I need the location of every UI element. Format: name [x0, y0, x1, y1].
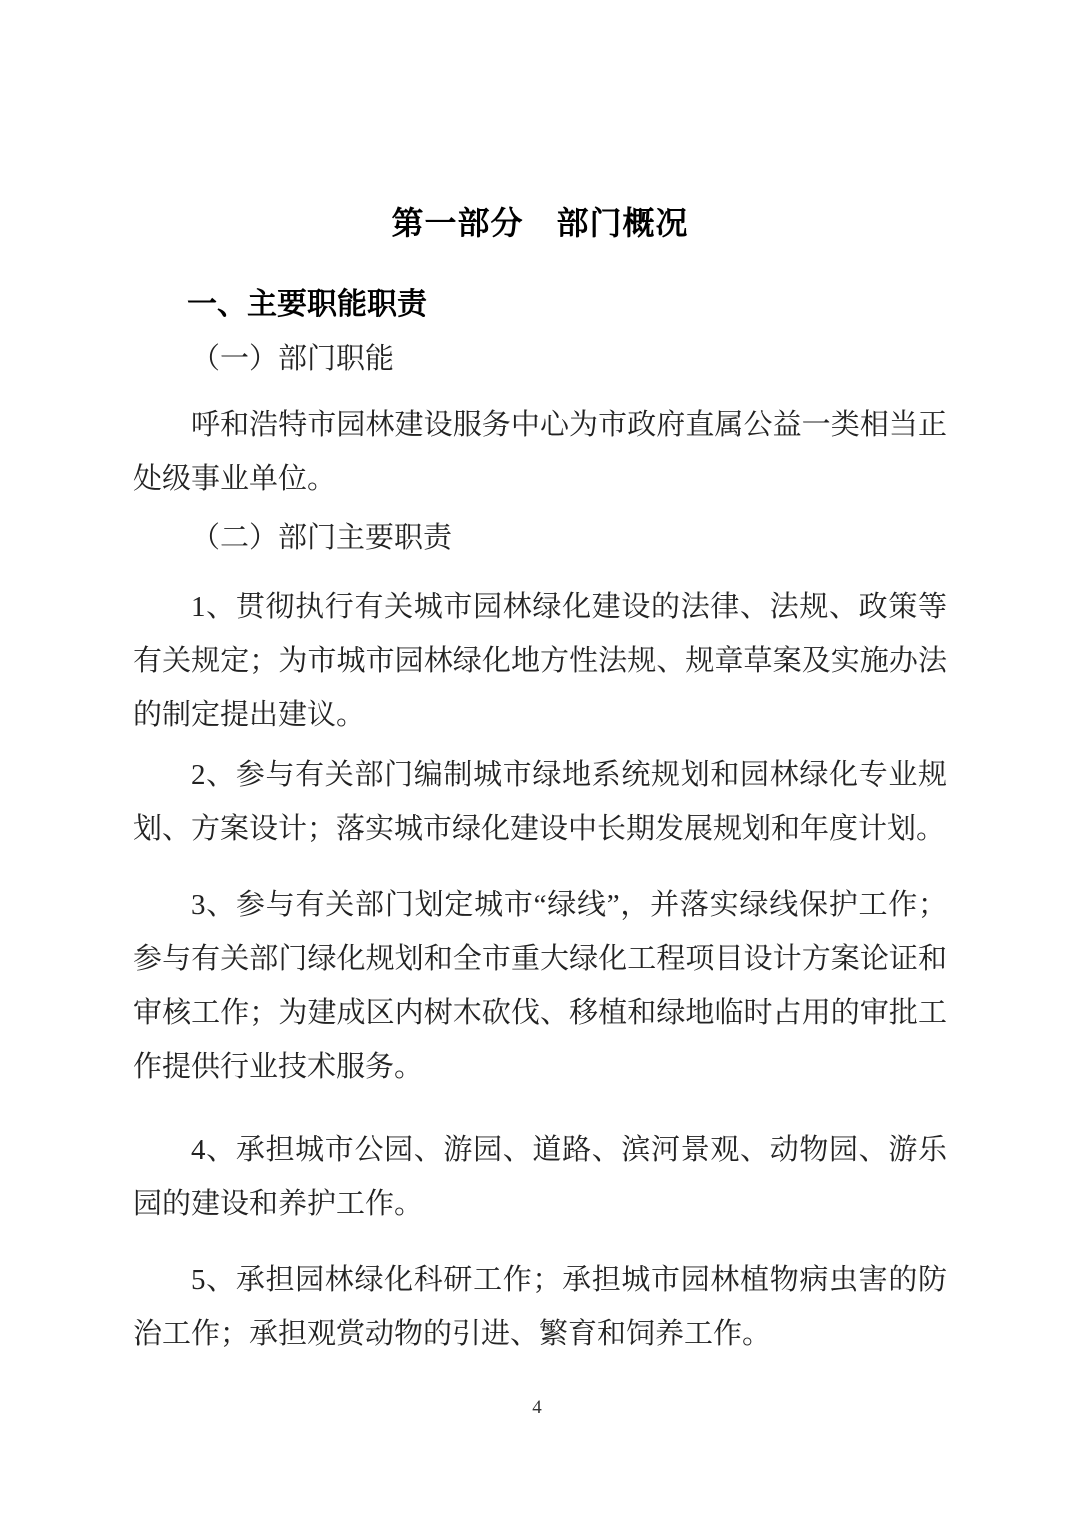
section-heading-main-duties: 一、主要职能职责 — [187, 288, 427, 321]
duty-item-3: 3、参与有关部门划定城市“绿线”，并落实绿线保护工作；参与有关部门绿化规划和全市重大绿化工程项目设计方案论证和审核工作；为建成区内树木砍伐、移植和绿地临时占用的审批工作提供行业技术服务。 — [133, 889, 947, 1083]
duty-item-4: 4、承担城市公园、游园、道路、滨河景观、动物园、游乐园的建设和养护工作。 — [133, 1134, 947, 1220]
duty-item-1: 1、贯彻执行有关城市园林绿化建设的法律、法规、政策等有关规定；为市城市园林绿化地方性法规、规章草案及实施办法的制定提出建议。 — [133, 591, 947, 731]
page-number: 4 — [532, 1397, 542, 1418]
document-title: 第一部分 部门概况 — [391, 205, 689, 241]
duty-item-2: 2、参与有关部门编制城市绿地系统规划和园林绿化专业规划、方案设计；落实城市绿化建设中长期发展规划和年度计划。 — [133, 759, 947, 845]
paragraph-department-function: 呼和浩特市园林建设服务中心为市政府直属公益一类相当正处级事业单位。 — [133, 409, 947, 495]
duty-item-5: 5、承担园林绿化科研工作；承担城市园林植物病虫害的防治工作；承担观赏动物的引进、繁育和饲养工作。 — [133, 1264, 947, 1350]
subsection-2-main-responsibilities: （二）部门主要职责 — [191, 522, 453, 554]
subsection-1-department-functions: （一）部门职能 — [191, 343, 395, 375]
document-content — [133, 0, 947, 1361]
